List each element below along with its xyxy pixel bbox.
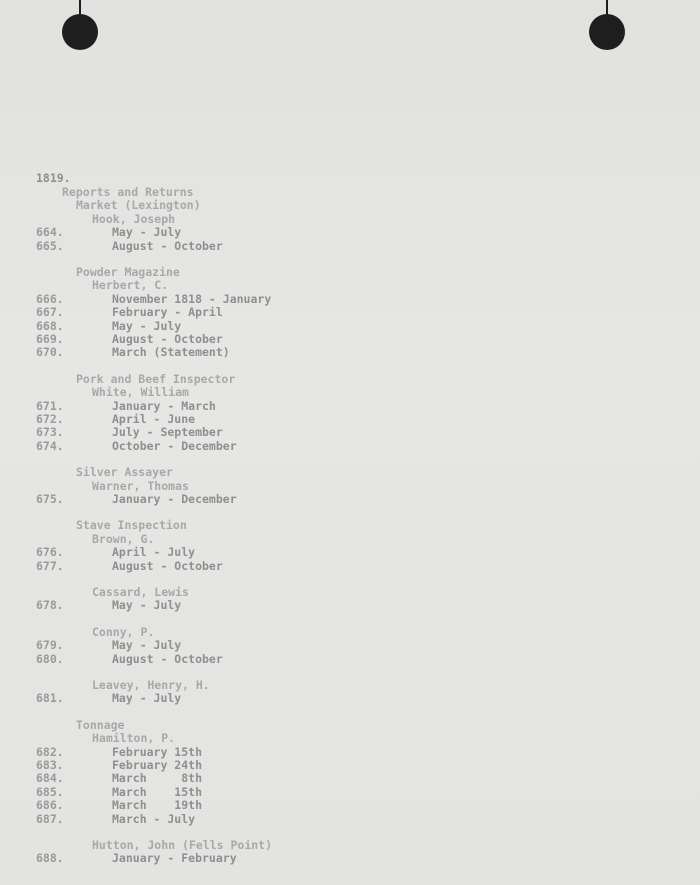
punch-hole-left <box>62 14 98 50</box>
entry-date-range: February 15th <box>112 744 203 759</box>
entry-date-range: April - July <box>112 545 196 560</box>
entry-number: 667. <box>36 305 64 320</box>
entry-name: White, William <box>92 385 189 400</box>
entry-number: 674. <box>36 438 64 453</box>
entry-category: Pork and Beef Inspector <box>76 371 236 386</box>
entry-date-range: May - July <box>112 318 182 333</box>
entry-date-range: March 19th <box>112 798 203 813</box>
entry-number: 679. <box>36 638 64 653</box>
entry-date-range: August - October <box>112 332 223 346</box>
entry-number: 665. <box>36 238 64 253</box>
entry-date-range: May - July <box>112 598 182 613</box>
entry-number: 687. <box>36 811 64 826</box>
entry-number: 666. <box>36 291 64 306</box>
year-heading: 1819. <box>36 171 71 185</box>
entry-date-range: August - October <box>112 651 223 666</box>
entry-number: 684. <box>36 771 64 786</box>
entry-date-range: March - July <box>112 811 196 826</box>
entry-number: 678. <box>36 598 64 613</box>
entry-category: Reports and Returns <box>62 185 194 199</box>
entry-date-range: February - April <box>112 305 223 320</box>
entry-name: Hamilton, P. <box>92 731 176 746</box>
entry-number: 673. <box>36 425 64 440</box>
entry-number: 681. <box>36 691 64 706</box>
entry-date-range: October - December <box>112 438 237 453</box>
entry-date-range: August - October <box>112 238 223 253</box>
entry-name: Hook, Joseph <box>92 211 176 226</box>
entry-name: Herbert, C. <box>92 278 169 293</box>
entry-date-range: May - July <box>112 225 182 240</box>
entry-name: Hutton, John (Fells Point) <box>92 838 273 852</box>
entry-date-range: March (Statement) <box>112 345 230 360</box>
entry-name: Leavey, Henry, H. <box>92 678 210 692</box>
entry-date-range: March 15th <box>112 784 203 799</box>
entry-number: 671. <box>36 398 64 413</box>
entry-category: Tonnage <box>76 717 125 732</box>
entry-number: 670. <box>36 345 64 360</box>
entry-number: 683. <box>36 758 64 772</box>
punch-hole-right <box>589 14 625 50</box>
entry-date-range: May - July <box>112 691 182 706</box>
entry-category: Market (Lexington) <box>76 198 201 213</box>
entry-number: 688. <box>36 851 64 866</box>
entry-number: 675. <box>36 492 64 506</box>
entry-date-range: January - March <box>112 398 216 413</box>
entry-date-range: January - February <box>112 851 237 866</box>
entry-date-range: May - July <box>112 638 182 653</box>
entry-name: Brown, G. <box>92 531 155 546</box>
entry-date-range: July - September <box>112 425 223 440</box>
entry-category: Stave Inspection <box>76 518 187 533</box>
entry-number: 668. <box>36 318 64 333</box>
entry-number: 685. <box>36 784 64 799</box>
entry-number: 664. <box>36 225 64 240</box>
entry-name: Warner, Thomas <box>92 478 189 493</box>
entry-number: 686. <box>36 798 64 813</box>
entry-date-range: April - June <box>112 412 196 426</box>
entry-number: 677. <box>36 558 64 573</box>
entry-date-range: January - December <box>112 492 237 506</box>
entry-number: 676. <box>36 545 64 560</box>
entry-number: 680. <box>36 651 64 666</box>
entry-number: 682. <box>36 744 64 759</box>
entry-number: 672. <box>36 412 64 426</box>
entry-date-range: March 8th <box>112 771 203 786</box>
entry-number: 669. <box>36 332 64 346</box>
entry-name: Cassard, Lewis <box>92 585 189 599</box>
entry-date-range: February 24th <box>112 758 203 772</box>
entry-date-range: November 1818 - January <box>112 291 272 306</box>
entry-category: Silver Assayer <box>76 465 173 480</box>
entry-name: Conny, P. <box>92 624 155 639</box>
entry-category: Powder Magazine <box>76 265 180 279</box>
entry-date-range: August - October <box>112 558 223 573</box>
